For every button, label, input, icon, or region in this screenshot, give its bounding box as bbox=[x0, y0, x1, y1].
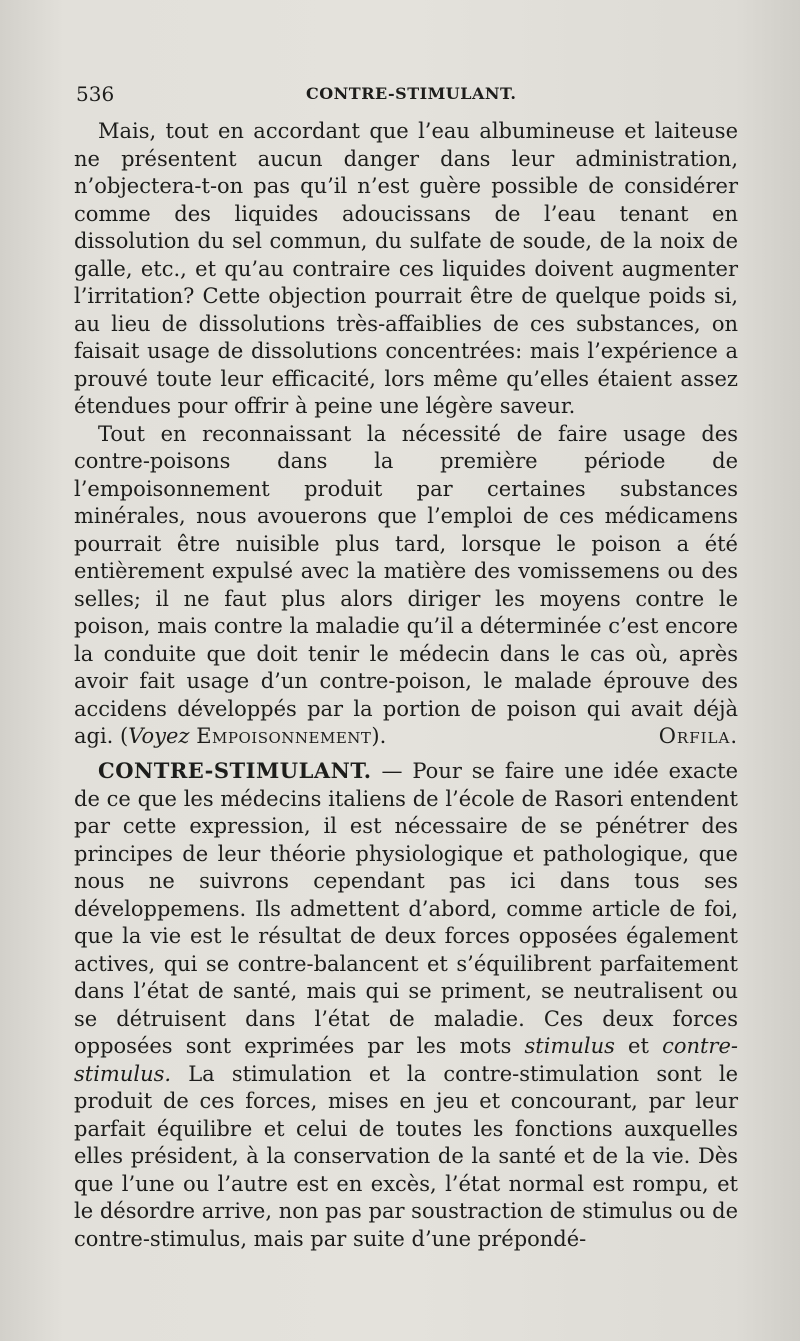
author-signature: Orfila. bbox=[658, 724, 738, 748]
continued-article bbox=[74, 118, 738, 751]
paragraph-2 bbox=[74, 421, 738, 751]
paragraph-1: Mais, tout en accordant que l’eau albumineuse et laiteuse ne présentent aucun danger dans leur administration, n’objectera-t-on pas qu’il n’est guère possible de considérer comme des liquides adoucissans de l’eau tenant en dissolution du sel commun, du sulfate de soude, de la noix de galle, etc., et qu’au contraire ces liquides doivent augmenter l’irritation? Cette objection pourrait être de quelque poids si, au lieu de dissolutions très-affaiblies de ces substances, on faisait usage de dissolutions concentrées: mais l’expérience a prouvé toute leur efficacité, lors même qu’elles étaient assez étendues pour offrir à peine une légère saveur. bbox=[74, 119, 738, 418]
term-and: et bbox=[614, 1034, 663, 1058]
entry-title: CONTRE-STIMULANT. bbox=[98, 758, 372, 783]
paragraph-2-text: Tout en reconnaissant la nécessité de faire usage des contre-poisons dans la première période de l’empoisonnement produit par certaines substances minérales, nous avouerons que l’emploi de ces médicamens pourrait être nuisible plus tard, lorsque le poison a été entièrement expulsé avec la matière des vomissemens ou des selles; il ne faut plus alors diriger les moyens contre le poison, mais contre la maladie qu’il a déterminée c’est encore la conduite que doit tenir le médecin dans le cas où, après avoir fait usage d’un contre-poison, le malade éprouve des accidens développés par la portion de poison qui avait déjà agi. bbox=[74, 421, 738, 748]
page-header bbox=[76, 78, 736, 112]
entry-contre-stimulant bbox=[74, 757, 738, 1253]
cross-reference: Empoisonnement bbox=[196, 724, 372, 748]
page-number: 536 bbox=[76, 82, 115, 106]
entry-dash: — bbox=[371, 759, 413, 783]
entry-text-b: La stimulation et la contre-stimulation sont le produit de ces forces, mises en jeu et concourant, par leur parfait équilibre et celui de toutes les fonctions auxquelles elles président, à la conservation de la santé et de la vie. Dès que l’une ou l’autre est en excès, l’état normal est rompu, et le désordre arrive, non pas par soustraction de stimulus ou de contre-stimulus, mais par suite d’une prépondé- bbox=[74, 1061, 738, 1251]
running-head: CONTRE-STIMULANT. bbox=[306, 84, 517, 103]
entry-paragraph bbox=[74, 757, 738, 1253]
see-word: Voyez bbox=[128, 724, 190, 748]
entry-text-a: Pour se faire une idée exacte de ce que les médecins italiens de l’école de Rasori entendent par cette expression, il est nécessaire de se pénétrer des principes de leur théorie physiologique et pathologique, que nous ne suivrons cependant pas ici dans tous ses développemens. Ils admettent d’abord, comme article de foi, que la vie est le résultat de deux forces opposées également actives, qui se contre-balancent et s’équilibrent parfaitement dans l’état de santé, mais qui se priment, se neutralisent ou se détruisent dans l’état de maladie. Ces deux forces opposées sont exprimées par les mots bbox=[74, 759, 739, 1058]
see-close: ). bbox=[371, 724, 387, 748]
term-stimulus: stimulus bbox=[524, 1034, 615, 1058]
see-open: ( bbox=[120, 724, 129, 748]
term-contre-stimulus: contre-stimulus. bbox=[74, 1034, 738, 1086]
